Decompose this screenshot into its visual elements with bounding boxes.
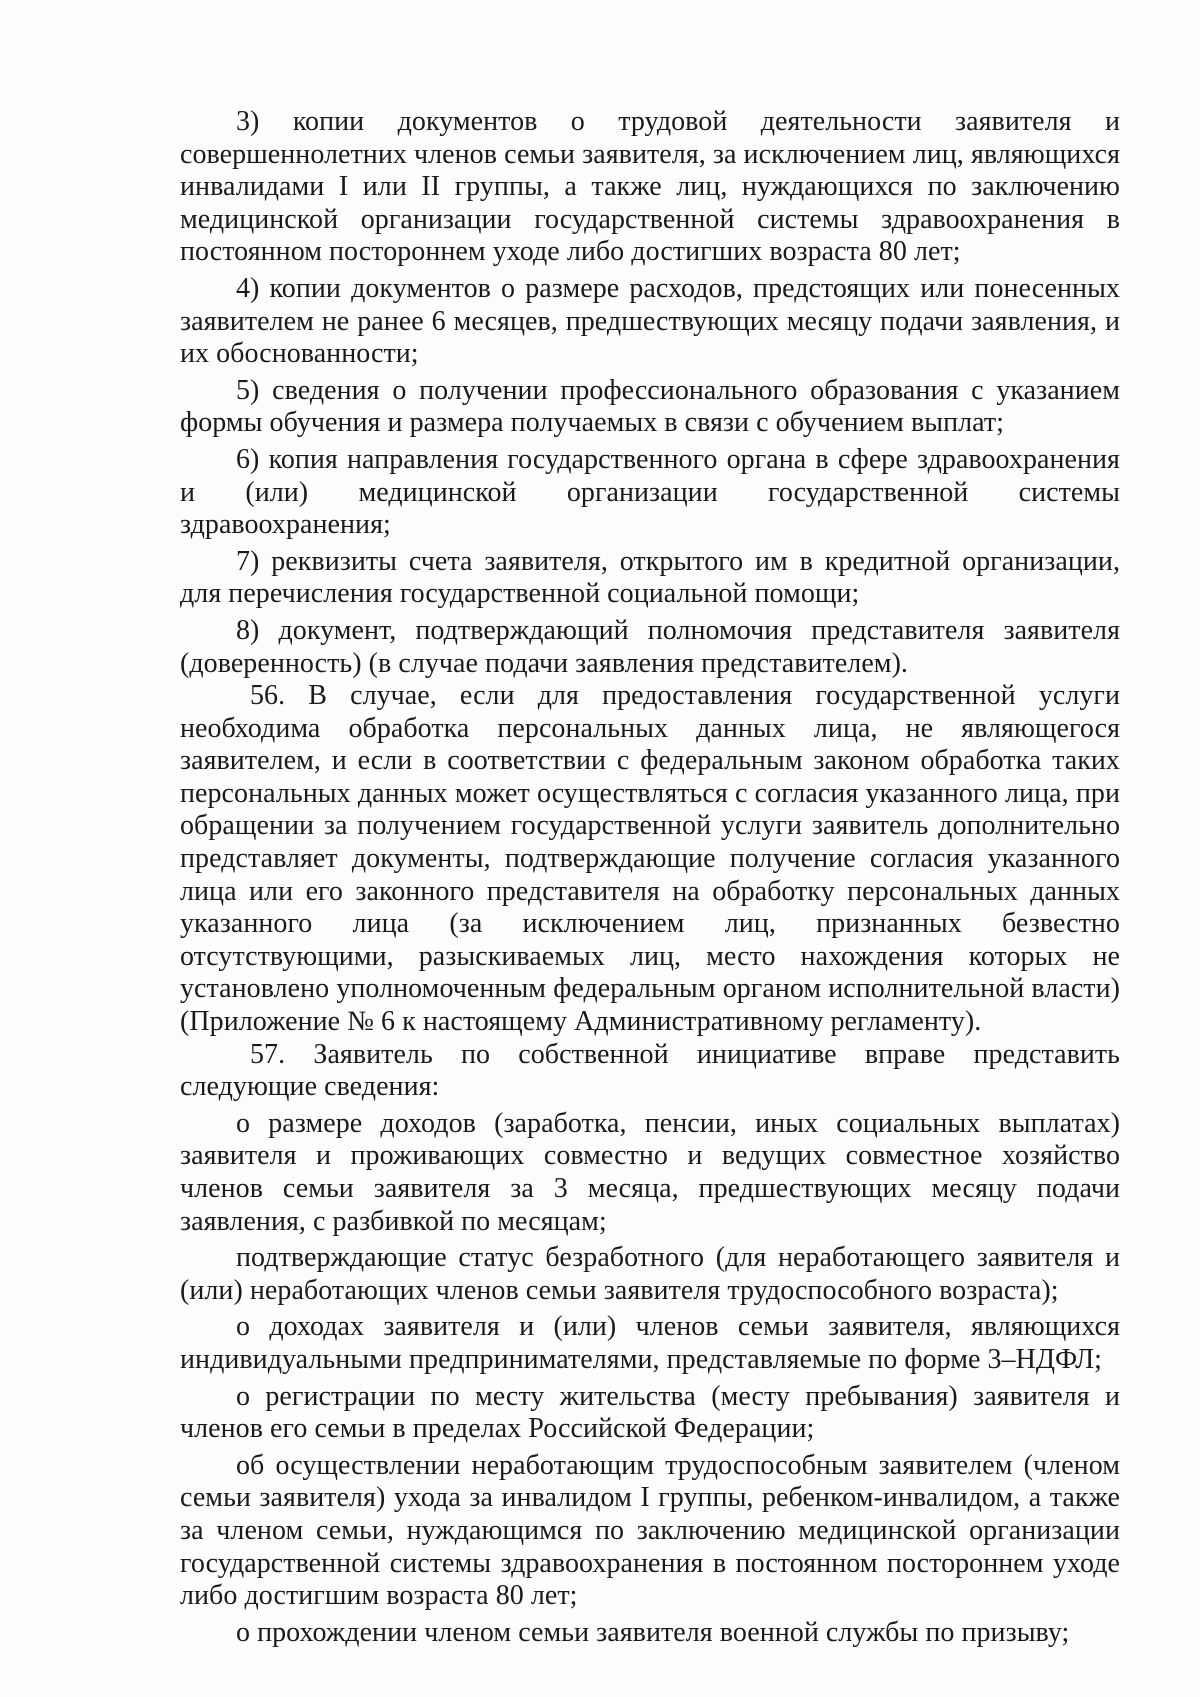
paragraph-item-3: 3) копии документов о трудовой деятельности заявителя и совершеннолетних членов семьи заявителя, за исключением лиц, являющихся инвалидами I или II группы, а также лиц, нуждающихся по заключению медицинской организации государственной системы здравоохранения в постоянном постороннем уходе либо достигших возраста 80 лет; bbox=[180, 106, 1120, 268]
paragraph-item-6: 6) копия направления государственного органа в сфере здравоохранения и (или) медицинской организации государственной системы здравоохранения; bbox=[180, 443, 1120, 541]
paragraph-income-info: о размере доходов (заработка, пенсии, иных социальных выплатах) заявителя и проживающих совместно и ведущих совместное хозяйство членов семьи заявителя за 3 месяца, предшествующих месяцу подачи заявления, с разбивкой по месяцам; bbox=[180, 1107, 1120, 1237]
paragraph-unemployed-status: подтверждающие статус безработного (для неработающего заявителя и (или) неработающих членов семьи заявителя трудоспособного возраста); bbox=[180, 1242, 1120, 1306]
paragraph-item-7: 7) реквизиты счета заявителя, открытого им в кредитной организации, для перечисления государственной социальной помощи; bbox=[180, 545, 1120, 610]
paragraph-registration: о регистрации по месту жительства (месту пребывания) заявителя и членов его семьи в пределах Российской Федерации; bbox=[180, 1380, 1120, 1445]
paragraph-care-info: об осуществлении неработающим трудоспособным заявителем (членом семьи заявителя) ухода за инвалидом I группы, ребенком-инвалидом, а также за членом семьи, нуждающимся по заключению медицинской организации государственной системы здравоохранения в постоянном постороннем уходе либо достигшим возраста 80 лет; bbox=[180, 1449, 1120, 1612]
paragraph-item-5: 5) сведения о получении профессионального образования с указанием формы обучения и размера получаемых в связи с обучением выплат; bbox=[180, 374, 1120, 439]
paragraph-item-8: 8) документ, подтверждающий полномочия представителя заявителя (доверенность) (в случае подачи заявления представителем). bbox=[180, 614, 1120, 679]
document-body bbox=[180, 106, 1120, 1649]
paragraph-item-4: 4) копии документов о размере расходов, предстоящих или понесенных заявителем не ранее 6 месяцев, предшествующих месяцу подачи заявления, и их обоснованности; bbox=[180, 272, 1120, 370]
paragraph-entrepreneur-income: о доходах заявителя и (или) членов семьи заявителя, являющихся индивидуальными предпринимателями, представляемые по форме 3–НДФЛ; bbox=[180, 1311, 1120, 1375]
paragraph-section-56: 56. В случае, если для предоставления государственной услуги необходима обработка персональных данных лица, не являющегося заявителем, и если в соответствии с федеральным законом обработка таких персональных данных может осуществляться с согласия указанного лица, при обращении за получением государственной услуги заявитель дополнительно представляет документы, подтверждающие получение согласия указанного лица или его законного представителя на обработку персональных данных указанного лица (за исключением лиц, признанных безвестно отсутствующими, разыскиваемых лиц, место нахождения которых не установлено уполномоченным федеральным органом исполнительной власти) (Приложение № 6 к настоящему Административному регламенту). bbox=[180, 680, 1120, 1038]
paragraph-section-57: 57. Заявитель по собственной инициативе вправе представить следующие сведения: bbox=[180, 1038, 1120, 1103]
paragraph-military-service: о прохождении членом семьи заявителя военной службы по призыву; bbox=[236, 1616, 1070, 1648]
